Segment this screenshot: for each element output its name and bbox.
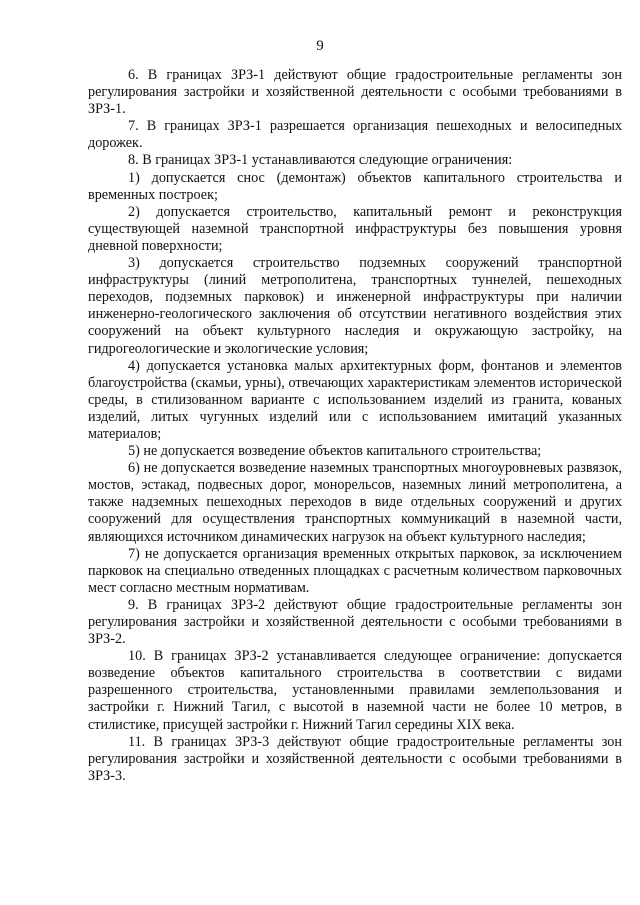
list-item-1: 1) допускается снос (демонтаж) объектов капитального строительства и временных построек; [88, 169, 622, 203]
list-item-7: 7) не допускается организация временных открытых парковок, за исключением парковок на специально отведенных площадках с расчетным количеством парковочных мест согласно местным нормативам. [88, 545, 622, 596]
list-item-5: 5) не допускается возведение объектов капитального строительства; [128, 443, 542, 460]
document-body [88, 67, 622, 785]
paragraph-8: 8. В границах ЗРЗ-1 устанавливаются следующие ограничения: [128, 152, 513, 169]
paragraph-6: 6. В границах ЗРЗ-1 действуют общие градостроительные регламенты зон регулирования застройки и хозяйственной деятельности с особыми требованиями в ЗРЗ-1. [88, 67, 622, 118]
list-item-2: 2) допускается строительство, капитальный ремонт и реконструкция существующей наземной транспортной инфраструктуры без повышения уровня дневной поверхности; [88, 203, 622, 254]
list-item-3: 3) допускается строительство подземных сооружений транспортной инфраструктуры (линий метрополитена, транспортных туннелей, пешеходных переходов, подземных парковок) и инженерной инфраструктуры при наличии инженерно-геологического заключения об отсутствии негативного воздействия этих сооружений на объект культурного наследия и окружающую застройку, на гидрогеологические и экологические условия; [88, 255, 622, 357]
paragraph-11: 11. В границах ЗРЗ-3 действуют общие градостроительные регламенты зон регулирования застройки и хозяйственной деятельности с особыми требованиями в ЗРЗ-3. [88, 733, 622, 784]
list-item-4: 4) допускается установка малых архитектурных форм, фонтанов и элементов благоустройства (скамьи, урны), отвечающих характеристикам элементов исторической среды, в стилизованном варианте с использованием изделий из гранита, кованых изделий, литых чугунных изделий или с использованием имитаций указанных материалов; [88, 357, 622, 442]
page-number: 9 [316, 38, 324, 54]
paragraph-9: 9. В границах ЗРЗ-2 действуют общие градостроительные регламенты зон регулирования застройки и хозяйственной деятельности с особыми требованиями в ЗРЗ-2. [88, 596, 622, 648]
paragraph-7: 7. В границах ЗРЗ-1 разрешается организация пешеходных и велосипедных дорожек. [88, 118, 622, 152]
list-item-6: 6) не допускается возведение наземных транспортных многоуровневых развязок, мостов, эстакад, подвесных дорог, монорельсов, наземных линий метрополитена, а также надземных пешеходных переходов в виде отдельных сооружений и других сооружений для осуществления транспортных коммуникаций в наземной части, являющихся источником динамических нагрузок на объект культурного наследия; [88, 460, 622, 545]
paragraph-10: 10. В границах ЗРЗ-2 устанавливается следующее ограничение: допускается возведение объектов капитального строительства в соответствии с видами разрешенного строительства, установленными правилами землепользования и застройки г. Нижний Тагил, с высотой в наземной части не более 10 метров, в стилистике, присущей застройки г. Нижний Тагил середины XIX века. [88, 648, 622, 733]
